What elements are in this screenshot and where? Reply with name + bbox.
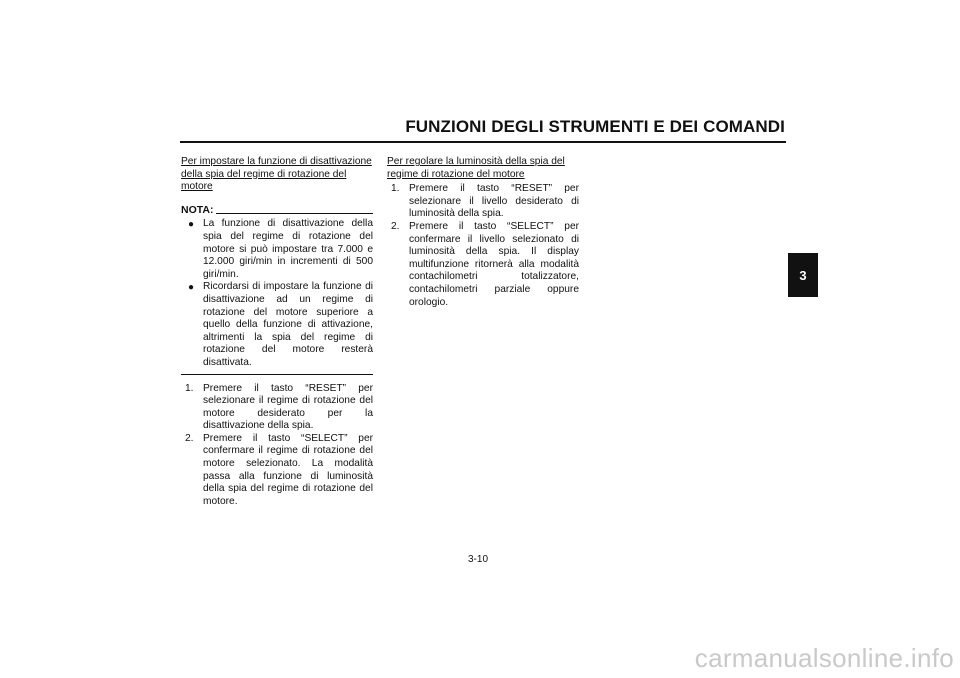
step-text: Premere il tasto “RESET” per selezionare il livello desiderato di luminosità della spia. bbox=[409, 183, 579, 220]
step-text: Premere il tasto “SELECT” per confermare il livello selezionato di luminosità della spia. Il display multifunzione ritornerà alla modalità contachilometri totalizzatore, contachilometri parziale oppure orologio. bbox=[409, 220, 579, 308]
page-number: 3-10 bbox=[468, 554, 489, 565]
note-title-row bbox=[181, 204, 373, 217]
note-bullet-text: Ricordarsi di impostare la funzione di disattivazione ad un regime di rotazione del motore superiore a quello della funzione di attivazione, altrimenti la spia del regime di rotazione del motore resterà disattivata. bbox=[203, 281, 373, 368]
step-item bbox=[181, 433, 373, 509]
right-column bbox=[387, 156, 579, 309]
note-label: NOTA: bbox=[181, 203, 214, 216]
watermark: carmanualsonline.info bbox=[694, 643, 954, 673]
bullet-dot-icon: ● bbox=[188, 282, 195, 294]
note-bottom-rule bbox=[181, 374, 373, 375]
note-bullet-text: La funzione di disattivazione della spia del regime di rotazione del motore si può impostare tra 7.000 e 12.000 giri/min in incrementi di 500 giri/min. bbox=[203, 218, 373, 280]
step-number: 2. bbox=[391, 220, 400, 232]
section-heading-disattivazione: Per impostare la funzione di disattivazione della spia del regime di rotazione del motore bbox=[181, 156, 372, 193]
section-heading-luminosita: Per regolare la luminosità della spia del regime di rotazione del motore bbox=[387, 156, 565, 180]
page-header-title: FUNZIONI DEGLI STRUMENTI E DEI COMANDI bbox=[405, 117, 785, 136]
bullet-dot-icon: ● bbox=[188, 219, 195, 231]
note-bullet bbox=[181, 281, 373, 369]
step-item bbox=[181, 383, 373, 433]
step-number: 2. bbox=[185, 432, 194, 444]
left-column bbox=[181, 156, 373, 508]
note-block bbox=[181, 204, 373, 375]
step-number: 1. bbox=[391, 183, 400, 195]
step-text: Premere il tasto “SELECT” per confermare il regime di rotazione del motore selezionato. La modalità passa alla funzione di luminosità della spia del regime di rotazione del motore. bbox=[203, 432, 373, 507]
note-bullet bbox=[181, 218, 373, 281]
step-number: 1. bbox=[185, 382, 194, 394]
note-top-rule bbox=[216, 213, 373, 214]
step-text: Premere il tasto “RESET” per selezionare il regime di rotazione del motore desiderato per la disattivazione della spia. bbox=[203, 382, 373, 432]
step-item bbox=[387, 221, 579, 309]
chapter-tab: 3 bbox=[788, 253, 818, 297]
header-rule bbox=[180, 141, 786, 143]
step-item bbox=[387, 183, 579, 221]
